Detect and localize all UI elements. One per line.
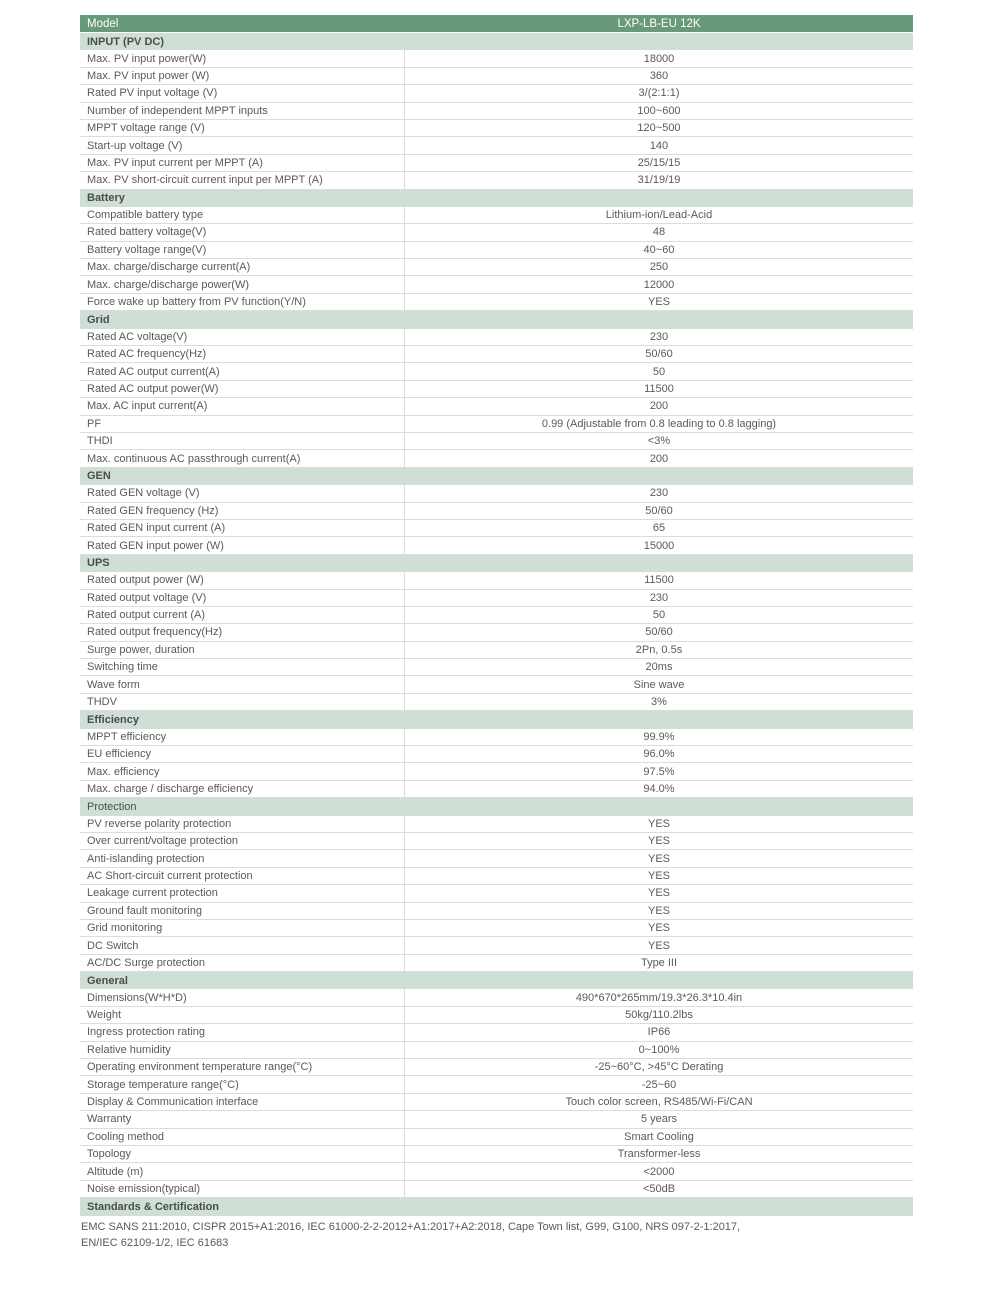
section-header-gen: GEN	[80, 468, 913, 485]
spec-value: 96.0%	[643, 748, 675, 761]
spec-label: Rated GEN frequency (Hz)	[80, 503, 405, 519]
spec-value: Sine wave	[633, 678, 685, 691]
spec-label: Rated GEN input current (A)	[80, 520, 405, 536]
spec-label: Noise emission(typical)	[80, 1181, 405, 1197]
section-header-grid: Grid	[80, 311, 913, 328]
spec-row	[80, 1076, 913, 1093]
spec-row	[80, 746, 913, 763]
spec-value: 3%	[651, 696, 667, 709]
model-value: LXP-LB-EU 12K	[617, 17, 701, 30]
spec-row	[80, 50, 913, 67]
spec-label: PV reverse polarity protection	[80, 816, 405, 832]
spec-row	[80, 276, 913, 293]
spec-row	[80, 294, 913, 311]
spec-label: Altitude (m)	[80, 1163, 405, 1179]
spec-label: Leakage current protection	[80, 885, 405, 901]
spec-row	[80, 1042, 913, 1059]
spec-value: YES	[647, 835, 670, 848]
spec-label: Rated output frequency(Hz)	[80, 624, 405, 640]
spec-row	[80, 729, 913, 746]
spec-label: MPPT voltage range (V)	[80, 120, 405, 136]
spec-value: 40~60	[643, 243, 675, 256]
spec-value: YES	[647, 922, 670, 935]
spec-value: 230	[649, 591, 669, 604]
spec-label: THDI	[80, 433, 405, 449]
spec-row	[80, 381, 913, 398]
spec-label: Operating environment temperature range(°C)	[80, 1059, 405, 1075]
spec-row	[80, 68, 913, 85]
spec-row	[80, 1129, 913, 1146]
spec-label: Max. PV input current per MPPT (A)	[80, 155, 405, 171]
spec-label: THDV	[80, 694, 405, 710]
spec-value: 97.5%	[643, 765, 675, 778]
standards-text	[80, 1216, 913, 1252]
spec-value: YES	[647, 852, 670, 865]
spec-label: Max. charge/discharge current(A)	[80, 259, 405, 275]
spec-label: DC Switch	[80, 937, 405, 953]
spec-label: Switching time	[80, 659, 405, 675]
spec-value: 50	[652, 365, 666, 378]
spec-label: PF	[80, 416, 405, 432]
spec-label: Surge power, duration	[80, 642, 405, 658]
spec-value: <50dB	[642, 1182, 676, 1195]
spec-label: Grid monitoring	[80, 920, 405, 936]
spec-value: 100~600	[637, 104, 681, 117]
spec-label: Display & Communication interface	[80, 1094, 405, 1110]
spec-row	[80, 450, 913, 467]
model-label: Model	[87, 17, 119, 30]
spec-label: Number of independent MPPT inputs	[80, 103, 405, 119]
spec-label: Warranty	[80, 1111, 405, 1127]
spec-label: Force wake up battery from PV function(Y/N)	[80, 294, 405, 310]
spec-row	[80, 642, 913, 659]
spec-row	[80, 694, 913, 711]
spec-row	[80, 520, 913, 537]
spec-value: <3%	[647, 435, 671, 448]
section-header-battery: Battery	[80, 190, 913, 207]
spec-label: Over current/voltage protection	[80, 833, 405, 849]
spec-value: 5 years	[640, 1113, 678, 1126]
spec-value: 360	[649, 69, 669, 82]
spec-value: <2000	[643, 1165, 675, 1178]
spec-row	[80, 850, 913, 867]
spec-row	[80, 155, 913, 172]
spec-row	[80, 590, 913, 607]
spec-value: 230	[649, 487, 669, 500]
spec-value: Touch color screen, RS485/Wi-Fi/CAN	[565, 1096, 753, 1109]
spec-row	[80, 137, 913, 154]
spec-label: Ground fault monitoring	[80, 903, 405, 919]
section-header-general: General	[80, 972, 913, 989]
spec-label: Topology	[80, 1146, 405, 1162]
spec-value: 120~500	[637, 122, 681, 135]
spec-label: Max. charge / discharge efficiency	[80, 781, 405, 797]
spec-row	[80, 676, 913, 693]
spec-row	[80, 1146, 913, 1163]
spec-value: 3/(2:1:1)	[638, 87, 680, 100]
spec-row	[80, 363, 913, 380]
section-header-efficiency: Efficiency	[80, 711, 913, 728]
spec-label: Max. PV input power(W)	[80, 50, 405, 66]
spec-row	[80, 1181, 913, 1198]
spec-label: Max. AC input current(A)	[80, 398, 405, 414]
spec-row	[80, 937, 913, 954]
spec-value: 200	[649, 400, 669, 413]
section-header-protection: Protection	[80, 798, 913, 815]
spec-row	[80, 903, 913, 920]
spec-row	[80, 224, 913, 241]
spec-row	[80, 103, 913, 120]
spec-value: 230	[649, 330, 669, 343]
spec-label: Rated AC voltage(V)	[80, 329, 405, 345]
spec-value: 18000	[643, 52, 675, 65]
spec-row	[80, 989, 913, 1006]
spec-value: 490*670*265mm/19.3*26.3*10.4in	[575, 991, 743, 1004]
spec-row	[80, 1024, 913, 1041]
spec-label: Weight	[80, 1007, 405, 1023]
spec-value: Transformer-less	[617, 1148, 701, 1161]
spec-label: Start-up voltage (V)	[80, 137, 405, 153]
spec-row	[80, 172, 913, 189]
spec-row	[80, 572, 913, 589]
spec-value: IP66	[647, 1026, 671, 1039]
spec-row	[80, 537, 913, 554]
spec-row	[80, 816, 913, 833]
spec-value: 11500	[644, 383, 674, 395]
spec-value: 200	[649, 452, 669, 465]
spec-label: Compatible battery type	[80, 207, 405, 223]
spec-value: 25/15/15	[637, 156, 681, 169]
spec-value: 11500	[644, 574, 674, 587]
spec-row	[80, 398, 913, 415]
spec-value: 140	[649, 139, 669, 152]
spec-row	[80, 485, 913, 502]
spec-value: YES	[647, 296, 670, 309]
spec-row	[80, 1007, 913, 1024]
section-header-ups: UPS	[80, 555, 913, 572]
spec-row	[80, 416, 913, 433]
spec-row	[80, 85, 913, 102]
spec-label: Rated AC output current(A)	[80, 363, 405, 379]
spec-value: 50/60	[645, 626, 673, 639]
section-header-input-pv-dc: INPUT (PV DC)	[80, 33, 913, 50]
spec-label: Rated GEN input power (W)	[80, 537, 405, 553]
spec-label: Max. efficiency	[80, 763, 405, 779]
spec-value: 31/19/19	[637, 174, 681, 187]
spec-label: Ingress protection rating	[80, 1024, 405, 1040]
spec-label: Wave form	[80, 676, 405, 692]
spec-value: YES	[647, 869, 670, 882]
spec-row	[80, 781, 913, 798]
spec-label: Battery voltage range(V)	[80, 242, 405, 258]
spec-row	[80, 624, 913, 641]
spec-value: 48	[652, 226, 666, 239]
spec-value: 50/60	[645, 504, 673, 517]
spec-label: Rated AC output power(W)	[80, 381, 405, 397]
spec-value: 2Pn, 0.5s	[635, 643, 683, 656]
standards-line: EN/IEC 62109-1/2, IEC 61683	[81, 1237, 229, 1250]
spec-label: Rated output power (W)	[80, 572, 405, 588]
spec-row	[80, 659, 913, 676]
spec-label: EU efficiency	[80, 746, 405, 762]
spec-label: AC Short-circuit current protection	[80, 868, 405, 884]
spec-value: YES	[647, 887, 670, 900]
spec-row	[80, 120, 913, 137]
spec-value: 20ms	[645, 661, 673, 674]
spec-label: Anti-islanding protection	[80, 850, 405, 866]
spec-row	[80, 503, 913, 520]
spec-row	[80, 833, 913, 850]
spec-label: Storage temperature range(°C)	[80, 1076, 405, 1092]
section-header-standards-certification: Standards & Certification	[80, 1198, 913, 1215]
spec-value: 250	[649, 261, 669, 274]
spec-value: 94.0%	[643, 782, 675, 795]
spec-row	[80, 329, 913, 346]
spec-label: Relative humidity	[80, 1042, 405, 1058]
spec-label: Rated output current (A)	[80, 607, 405, 623]
spec-label: Max. continuous AC passthrough current(A)	[80, 450, 405, 466]
spec-value: 50kg/110.2lbs	[625, 1009, 693, 1022]
model-header-row	[80, 15, 913, 33]
spec-row	[80, 207, 913, 224]
spec-table	[80, 15, 913, 1252]
spec-value: Lithium-ion/Lead-Acid	[605, 209, 713, 222]
spec-label: Dimensions(W*H*D)	[80, 989, 405, 1005]
spec-row	[80, 868, 913, 885]
spec-row	[80, 763, 913, 780]
spec-label: Rated output voltage (V)	[80, 590, 405, 606]
spec-value: 65	[652, 522, 666, 535]
spec-value: 0~100%	[638, 1043, 680, 1056]
spec-value: 50	[652, 609, 666, 622]
spec-value: 15000	[643, 539, 675, 552]
spec-value: Type III	[640, 956, 678, 969]
spec-value: YES	[647, 817, 670, 830]
spec-value: 12000	[643, 278, 675, 291]
spec-row	[80, 955, 913, 972]
spec-label: Cooling method	[80, 1129, 405, 1145]
spec-row	[80, 1059, 913, 1076]
spec-label: Max. PV input power (W)	[80, 68, 405, 84]
spec-row	[80, 920, 913, 937]
spec-row	[80, 1094, 913, 1111]
spec-value: 0.99 (Adjustable from 0.8 leading to 0.8 lagging)	[541, 417, 777, 430]
spec-value: 50/60	[645, 348, 673, 361]
spec-label: MPPT efficiency	[80, 729, 405, 745]
spec-label: Rated GEN voltage (V)	[80, 485, 405, 501]
spec-row	[80, 346, 913, 363]
spec-value: Smart Cooling	[624, 1130, 694, 1143]
spec-label: Rated PV input voltage (V)	[80, 85, 405, 101]
spec-value: -25~60°C, >45°C Derating	[594, 1061, 724, 1074]
spec-row	[80, 433, 913, 450]
standards-line: EMC SANS 211:2010, CISPR 2015+A1:2016, IEC 61000-2-2-2012+A1:2017+A2:2018, Cape Town list, G99, G100, NRS 097-2-1:2017,	[81, 1220, 741, 1233]
spec-label: AC/DC Surge protection	[80, 955, 405, 971]
spec-value: 99.9%	[643, 730, 675, 743]
spec-value: -25~60	[641, 1078, 677, 1091]
spec-row	[80, 259, 913, 276]
spec-label: Rated battery voltage(V)	[80, 224, 405, 240]
spec-row	[80, 242, 913, 259]
spec-row	[80, 1111, 913, 1128]
spec-row	[80, 607, 913, 624]
spec-label: Max. PV short-circuit current input per MPPT (A)	[80, 172, 405, 188]
spec-label: Rated AC frequency(Hz)	[80, 346, 405, 362]
spec-value: YES	[647, 904, 670, 917]
spec-sections	[80, 33, 913, 1198]
spec-row	[80, 1163, 913, 1180]
spec-value: YES	[647, 939, 670, 952]
spec-row	[80, 885, 913, 902]
spec-label: Max. charge/discharge power(W)	[80, 276, 405, 292]
